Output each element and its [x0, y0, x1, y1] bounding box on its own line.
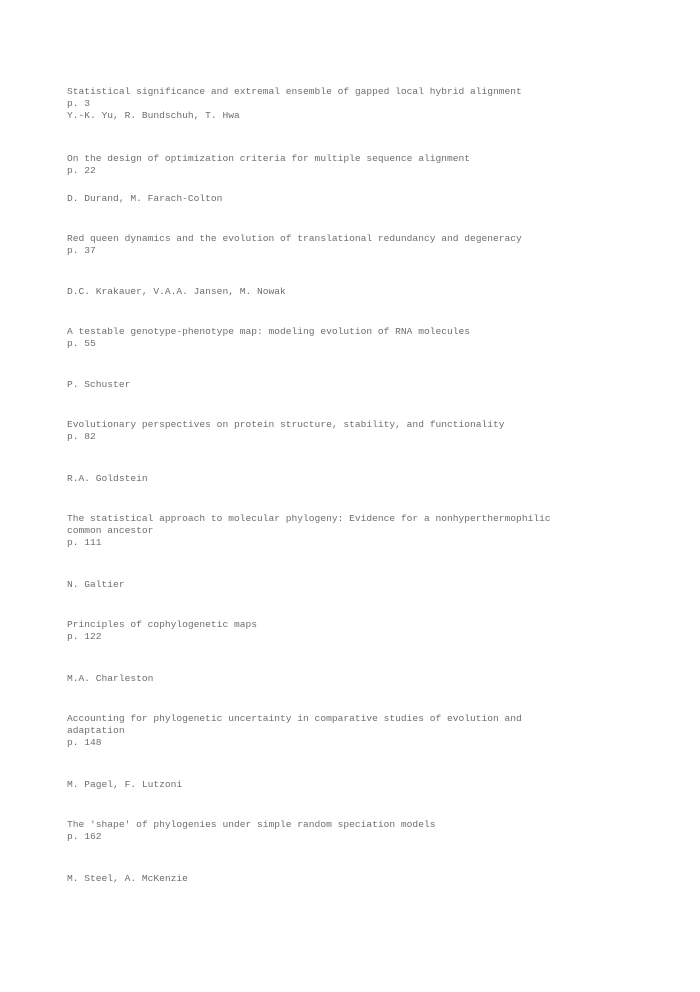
entry-authors: Y.-K. Yu, R. Bundschuh, T. Hwa [67, 110, 240, 121]
toc-entry [67, 819, 667, 843]
entry-title-line-1: The statistical approach to molecular phylogeny: Evidence for a nonhyperthermophilic [67, 513, 551, 524]
entry-title-line-2: common ancestor [67, 525, 154, 536]
entry-title: Evolutionary perspectives on protein structure, stability, and functionality [67, 419, 505, 430]
entry-page: p. 122 [67, 631, 102, 642]
entry-page: p. 22 [67, 165, 96, 176]
entry-title: Red queen dynamics and the evolution of translational redundancy and degeneracy [67, 233, 522, 244]
entry-page: p. 148 [67, 737, 102, 748]
entry-authors: M. Pagel, F. Lutzoni [67, 779, 183, 790]
entry-authors: M.A. Charleston [67, 673, 154, 684]
entry-page: p. 3 [67, 98, 91, 109]
entry-title-line-2: adaptation [67, 725, 125, 736]
entry-authors: M. Steel, A. McKenzie [67, 873, 188, 884]
toc-entry [67, 233, 667, 257]
entry-title-line-1: Accounting for phylogenetic uncertainty in comparative studies of evolution and [67, 713, 522, 724]
toc-entry [67, 326, 667, 350]
toc-entry [67, 153, 667, 177]
toc-entry [67, 419, 667, 443]
entry-title: The 'shape' of phylogenies under simple random speciation models [67, 819, 436, 830]
entry-page: p. 162 [67, 831, 102, 842]
entry-title: Statistical significance and extremal ensemble of gapped local hybrid alignment [67, 86, 522, 97]
toc-entry [67, 86, 667, 122]
entry-page: p. 82 [67, 431, 96, 442]
entry-title: On the design of optimization criteria for multiple sequence alignment [67, 153, 471, 164]
entry-title: A testable genotype-phenotype map: modeling evolution of RNA molecules [67, 326, 471, 337]
entry-title: Principles of cophylogenetic maps [67, 619, 257, 630]
toc-entry [67, 713, 667, 749]
entry-authors: R.A. Goldstein [67, 473, 148, 484]
entry-authors: D. Durand, M. Farach-Colton [67, 193, 223, 204]
entry-authors: P. Schuster [67, 379, 131, 390]
entry-page: p. 37 [67, 245, 96, 256]
entry-page: p. 55 [67, 338, 96, 349]
toc-entry [67, 619, 667, 643]
toc-entry [67, 513, 667, 549]
entry-authors: D.C. Krakauer, V.A.A. Jansen, M. Nowak [67, 286, 286, 297]
entry-page: p. 111 [67, 537, 102, 548]
entry-authors: N. Galtier [67, 579, 125, 590]
